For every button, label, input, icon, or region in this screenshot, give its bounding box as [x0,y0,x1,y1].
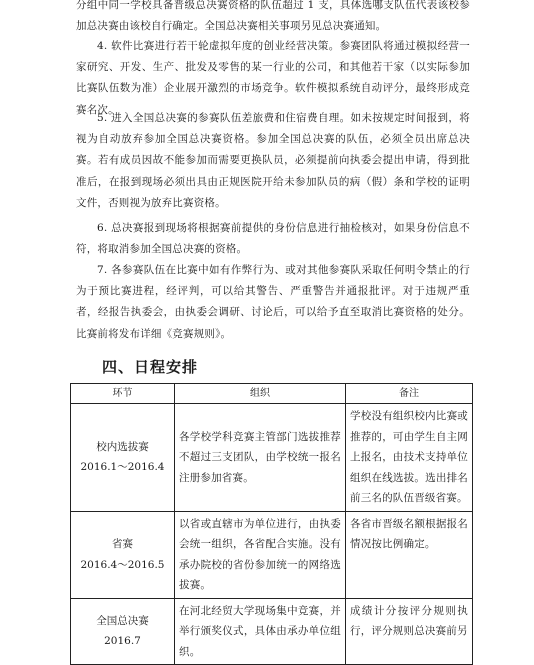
stage-cell [71,404,175,512]
table-row [71,511,473,598]
organization-cell: 在河北经贸大学现场集中竞赛，并举行颁奖仪式，具体由承办单位组织。 [175,598,346,665]
paragraph-item-4: 4. 软件比赛进行若干轮虚拟年度的创业经营决策。参赛团队将通过模拟经营一家研究、开发、生产、批发及零售的某一行业的公司，和其他若干家（以实际参加比赛队伍数为准）企业展开激烈的市场竞争。软件模拟系统自动评分，最终形成竞赛名次。 [76,40,470,116]
stage-cell [71,598,175,665]
stage-cell [71,511,175,598]
stage-date: 2016.4～2016.5 [80,558,165,571]
paragraph-item-7: 7. 各参赛队伍在比赛中如有作弊行为、或对其他参赛队采取任何明令禁止的行为于预比赛进程，经评判，可以给其警告、严重警告并通报批评。对于违规严重者，经报告执委会，由执委会调研、讨论后，可以给予直至取消比赛资格的处分。比赛前将发布详细《竞赛规则》。 [76,264,470,340]
stage-name: 省赛 [112,538,133,550]
remarks-cell: 各省市晋级名额根据报名情况按比例确定。 [346,511,473,598]
stage-name: 校内选拔赛 [96,440,149,453]
remarks-cell: 学校没有组织校内比赛或推荐的，可由学生自主网上报名，由技术支持单位组织在线选拔。选出排名前三名的队伍晋级省赛。 [346,404,473,512]
stage-date: 2016.7 [104,635,141,648]
organization-cell: 以省或直辖市为单位进行，由执委会统一组织，各省配合实施。没有承办院校的省份参加统一的网络选拔赛。 [175,511,346,598]
paragraph-item-6: 6. 总决赛报到现场将根据赛前提供的身份信息进行抽检核对，如果身份信息不符，将取消参加全国总决赛的资格。 [76,222,470,256]
stage-name: 全国总决赛 [96,614,149,627]
table-row [71,404,473,512]
organization-cell: 各学校学科竞赛主管部门选拔推荐不超过三支团队，由学校统一报名注册参加省赛。 [175,404,346,512]
section-heading-schedule: 四、日程安排 [102,358,199,376]
remarks-cell: 成绩计分按评分规则执行，评分规则总决赛前另 [346,598,473,665]
table-row [71,598,473,665]
table-header-row [71,384,473,404]
stage-date: 2016.1～2016.4 [80,461,165,474]
paragraph-continuation: 分组中同一学校具备晋级总决赛资格的队伍超过 1 支，具体选哪支队伍代表该校参加总决赛由该校自行确定。全国总决赛相关事项另见总决赛通知。 [76,0,470,33]
schedule-table [70,383,473,665]
header-remarks: 备注 [346,384,473,404]
header-stage: 环节 [71,384,175,404]
paragraph-item-5: 5. 进入全国总决赛的参赛队伍差旅费和住宿费自理。如未按规定时间报到，将视为自动放弃参加全国总决赛资格。参加全国总决赛的队伍，必须全员出席总决赛。若有成员因故不能参加而需要更换队员，必须提前向执委会提出申请，得到批准后，在报到现场必须出具由正规医院开给未参加队员的病（假）条和学校的证明文件，否则视为放弃比赛资格。 [76,112,470,209]
header-organization: 组织 [175,384,346,404]
